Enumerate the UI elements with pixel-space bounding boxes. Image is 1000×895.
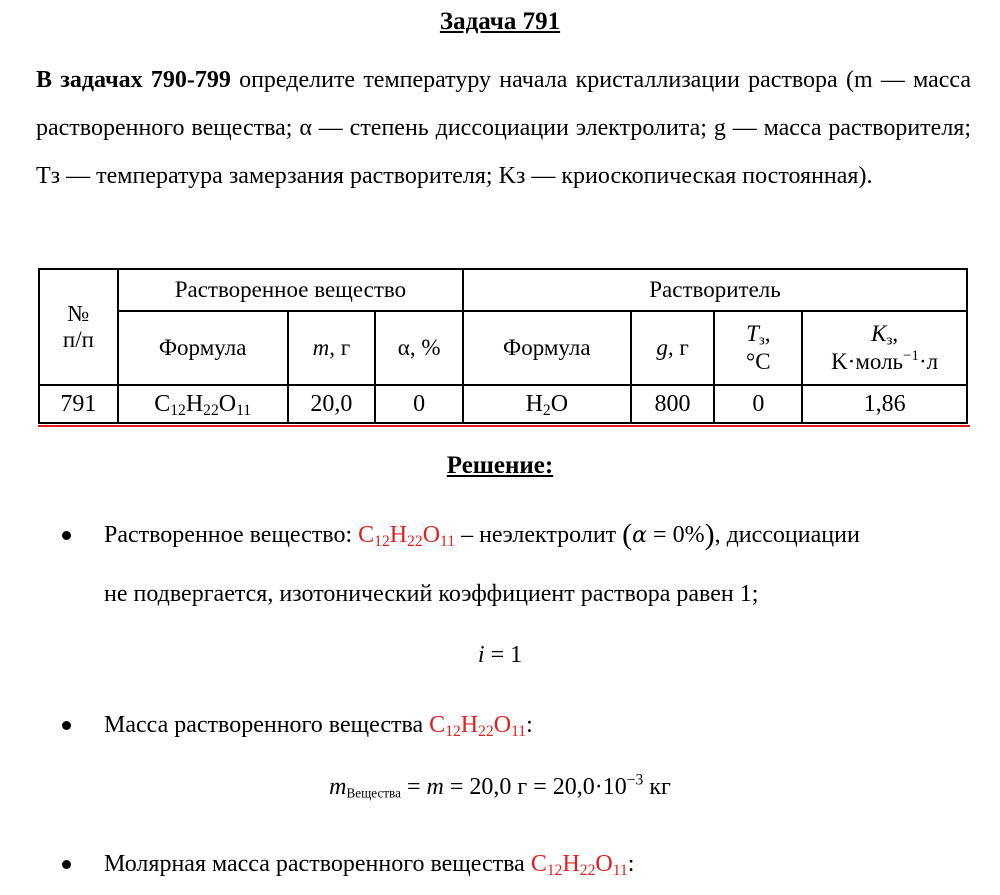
- solvent-h: H: [525, 390, 543, 417]
- data-table: [38, 268, 968, 424]
- num-sign: №: [67, 301, 90, 326]
- col-t-line1: [715, 320, 801, 348]
- col-num-header: [39, 269, 118, 385]
- col-g-var: g: [656, 335, 668, 360]
- eq2-exp: −3: [626, 771, 644, 789]
- item1-mid: – неэлектролит: [455, 522, 623, 548]
- f-o: O: [422, 522, 441, 548]
- col-k-var: K: [871, 321, 887, 346]
- bullet-icon: [62, 721, 71, 730]
- f-o-n: 11: [511, 722, 527, 740]
- col-g-unit: , г: [667, 335, 689, 360]
- col-k-unit-b: ·л: [918, 349, 939, 374]
- item1-line2: не подвергается, изотонический коэффициент раствора равен 1;: [104, 581, 759, 607]
- formula-c-n: 12: [170, 401, 186, 419]
- eq2-var: m: [329, 774, 347, 800]
- f-h-n: 22: [579, 861, 596, 879]
- f-o-n: 11: [612, 861, 628, 879]
- col-m-var: m: [312, 335, 330, 360]
- f-h-n: 22: [407, 532, 423, 550]
- group-solute-header: Растворенное вещество: [118, 269, 463, 311]
- formula-h: H: [185, 390, 204, 417]
- item1-tail: , диссоциации: [714, 522, 860, 548]
- solvent-o: O: [550, 390, 569, 417]
- col-m-header: [288, 311, 376, 385]
- eq2-mid: =: [400, 774, 427, 800]
- col-g-header: [631, 311, 715, 385]
- item2-line: [104, 708, 533, 742]
- col-t-comma: ,: [764, 321, 771, 346]
- eq2-rest: = 20,0 г = 20,0·10: [443, 774, 627, 800]
- f-c-n: 12: [445, 722, 461, 740]
- f-h: H: [460, 712, 479, 738]
- num-label: п/п: [62, 327, 94, 352]
- f-o-n: 11: [440, 532, 456, 550]
- paren-open: (: [622, 518, 633, 551]
- list-item: [62, 847, 634, 881]
- col-t-header: [714, 311, 802, 385]
- item3-line: [104, 847, 634, 881]
- f-o: O: [493, 712, 512, 738]
- item2-formula: [429, 712, 526, 738]
- col-alpha-header: α, %: [375, 311, 463, 385]
- table-header-row-2: [39, 311, 967, 385]
- col-k-header: [802, 311, 967, 385]
- cell-num: 791: [39, 385, 118, 423]
- alpha-symbol: α: [632, 523, 648, 548]
- col-k-unit-a: K·моль: [831, 349, 904, 374]
- col-k-unit-exp: −1: [903, 348, 919, 365]
- problem-title: Задача 791: [439, 8, 561, 35]
- col-formula-header: Формула: [118, 311, 288, 385]
- col-k-sub: з: [886, 332, 893, 349]
- cell-g: 800: [631, 385, 715, 423]
- item2-prefix: Масса растворенного вещества: [104, 712, 430, 738]
- cell-solvent: [463, 385, 631, 423]
- equation-mass: [0, 771, 1000, 801]
- col-t-unit: °C: [746, 349, 771, 374]
- table-header-row-1: [39, 269, 967, 311]
- equation-i: [0, 642, 1000, 669]
- problem-text: определите температуру начала кристаллизации раствора (m — масса растворенного вещества; α — степень диссоциации электролита; g — масса растворителя; Tз — температура замерзания растворителя; Kз — криоскопическая постоянная).: [36, 67, 972, 189]
- f-c-n: 12: [546, 861, 563, 879]
- list-item: [62, 708, 533, 742]
- f-h: H: [389, 522, 408, 548]
- item3-suffix: :: [627, 851, 635, 877]
- item1-line1: [104, 518, 860, 553]
- f-h: H: [562, 851, 580, 877]
- eq1-var: i: [477, 642, 485, 668]
- red-divider: [38, 425, 970, 427]
- cell-k: 1,86: [802, 385, 967, 423]
- problem-range: В задачах 790-799: [36, 67, 231, 93]
- eq2-unit: кг: [643, 774, 671, 800]
- formula-o-n: 11: [236, 401, 252, 419]
- cell-alpha: 0: [375, 385, 463, 423]
- solvent-h-n: 2: [542, 401, 551, 419]
- eq2-var2: m: [426, 774, 444, 800]
- cell-t: 0: [714, 385, 802, 423]
- item3-formula: [531, 851, 628, 877]
- eq2-sub: Вещества: [346, 785, 401, 801]
- problem-statement: [36, 56, 971, 200]
- f-c-n: 12: [374, 532, 390, 550]
- eq1-rest: = 1: [484, 642, 523, 668]
- f-c: C: [530, 851, 547, 877]
- alpha-eq: = 0%: [647, 522, 705, 548]
- col-k-comma: ,: [892, 321, 899, 346]
- formula-h-n: 22: [203, 401, 219, 419]
- f-h-n: 22: [478, 722, 494, 740]
- col-k-unit: [803, 348, 966, 376]
- paren-close: ): [704, 518, 715, 551]
- col-t-var: T: [746, 321, 759, 346]
- col-formula2-header: Формула: [463, 311, 631, 385]
- group-solvent-header: Растворитель: [463, 269, 967, 311]
- item2-suffix: :: [526, 712, 533, 738]
- solution-heading: Решение:: [446, 452, 554, 479]
- col-k-line1: [803, 320, 966, 348]
- cell-formula: [118, 385, 288, 423]
- bullet-icon: [62, 860, 71, 869]
- cell-m: 20,0: [288, 385, 376, 423]
- col-m-unit: , г: [329, 335, 351, 360]
- formula-c: C: [154, 390, 171, 417]
- f-o: O: [595, 851, 613, 877]
- f-c: C: [429, 712, 446, 738]
- formula-o: O: [218, 390, 237, 417]
- bullet-icon: [62, 531, 71, 540]
- item1-formula: [358, 522, 455, 548]
- item1-prefix: Растворенное вещество:: [104, 522, 359, 548]
- col-t-sub: з: [758, 332, 765, 349]
- table-row: [39, 385, 967, 423]
- item3-prefix: Молярная масса растворенного вещества: [104, 851, 531, 877]
- list-item: [62, 518, 860, 611]
- f-c: C: [358, 522, 375, 548]
